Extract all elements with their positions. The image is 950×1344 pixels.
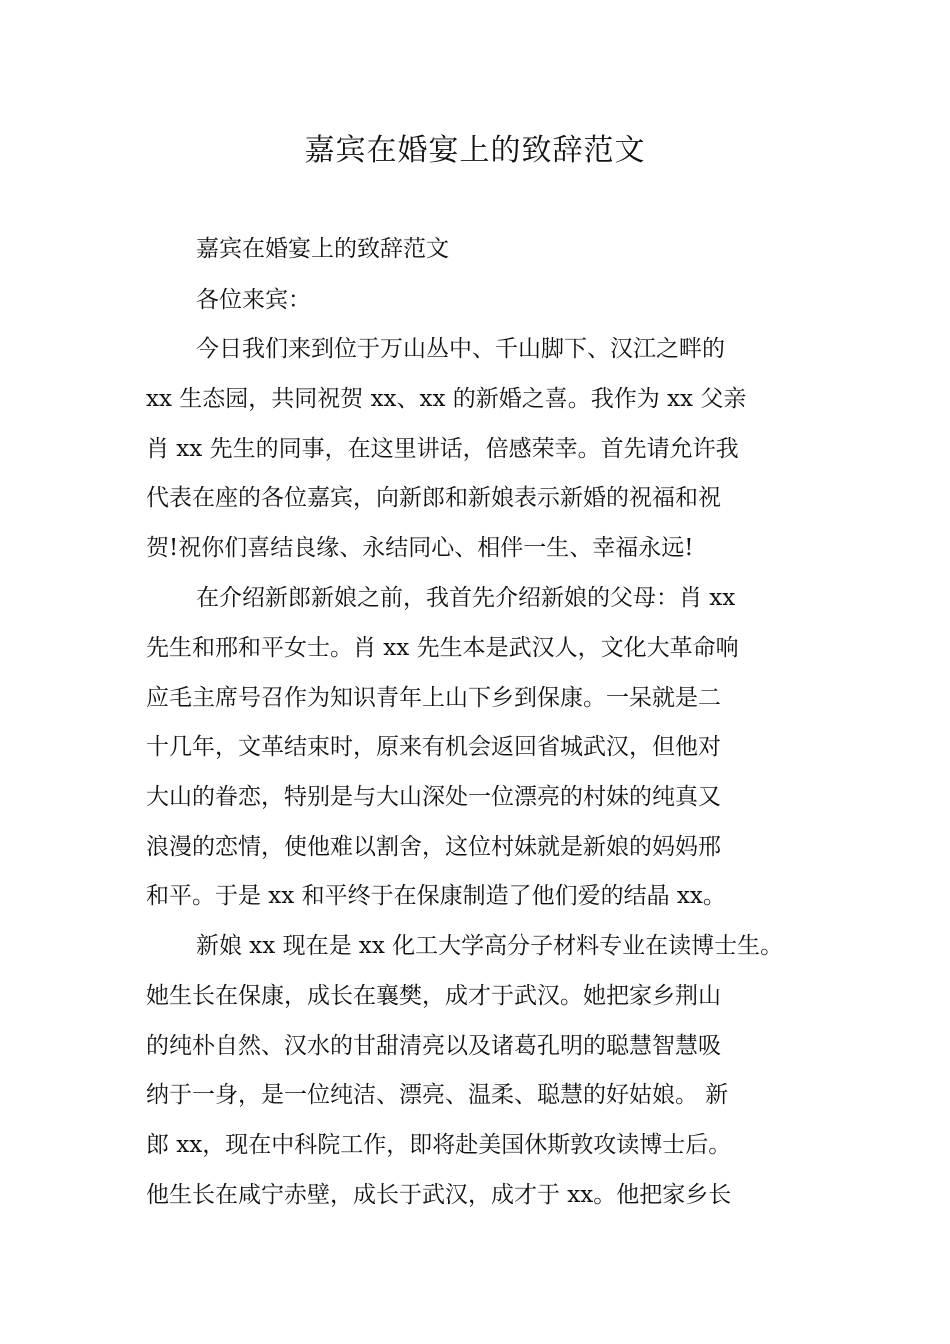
paragraph-line: 贺!祝你们喜结良缘、永结同心、相伴一生、幸福永远! <box>146 535 694 561</box>
paragraph-line: 代表在座的各位嘉宾，向新郎和新娘表示新婚的祝福和祝 <box>146 485 721 511</box>
paragraph-line: 她生长在保康，成长在襄樊，成才于武汉。她把家乡荆山 <box>146 983 721 1009</box>
paragraph-line: 的纯朴自然、汉水的甘甜清亮以及诸葛孔明的聪慧智慧吸 <box>146 1033 721 1059</box>
paragraph-line: xx 生态园，共同祝贺 xx、xx 的新婚之喜。我作为 xx 父亲 <box>146 386 747 412</box>
paragraph-line: 先生和邢和平女士。肖 xx 先生本是武汉人，文化大革命响 <box>146 635 739 661</box>
paragraph-line: 他生长在咸宁赤壁，成长于武汉，成才于 xx。他把家乡长 <box>146 1182 732 1208</box>
paragraph-line: 十几年，文革结束时，原来有机会返回省城武汉，但他对 <box>146 734 721 760</box>
paragraph-line: 在介绍新郎新娘之前，我首先介绍新娘的父母：肖 xx <box>196 585 736 611</box>
paragraph-line: 今日我们来到位于万山丛中、千山脚下、汉江之畔的 <box>196 336 725 362</box>
paragraph-line: 纳于一身，是一位纯洁、漂亮、温柔、聪慧的好姑娘。 新 <box>146 1082 729 1108</box>
paragraph-line: 嘉宾在婚宴上的致辞范文 <box>196 236 449 262</box>
document-title: 嘉宾在婚宴上的致辞范文 <box>304 133 646 168</box>
paragraph-line: 肖 xx 先生的同事，在这里讲话，倍感荣幸。首先请允许我 <box>146 436 739 462</box>
paragraph-line: 各位来宾： <box>196 287 311 313</box>
paragraph-line: 和平。于是 xx 和平终于在保康制造了他们爱的结晶 xx。 <box>146 883 726 909</box>
paragraph-line: 浪漫的恋情，使他难以割舍，这位村妹就是新娘的妈妈邢 <box>146 834 721 860</box>
paragraph-line: 应毛主席号召作为知识青年上山下乡到保康。一呆就是二 <box>146 685 721 711</box>
paragraph-line: 郎 xx，现在中科院工作，即将赴美国休斯敦攻读博士后。 <box>146 1132 732 1158</box>
paragraph-line: 新娘 xx 现在是 xx 化工大学高分子材料专业在读博士生。 <box>196 933 784 959</box>
paragraph-line: 大山的眷恋，特别是与大山深处一位漂亮的村妹的纯真又 <box>146 784 721 810</box>
